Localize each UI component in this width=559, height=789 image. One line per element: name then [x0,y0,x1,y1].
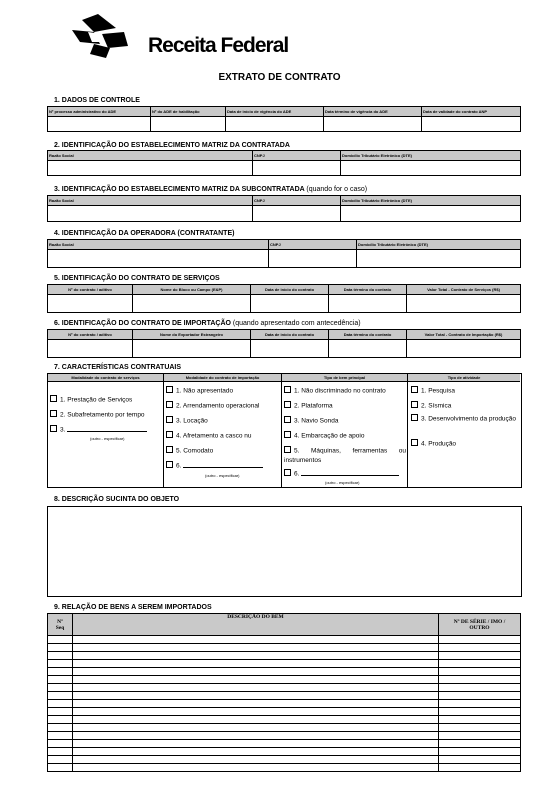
col-block-name: Nome do Bloco ou Campo (E&P) [133,285,251,295]
contractor-dte-field[interactable] [341,161,521,176]
column-divider [407,373,408,487]
description-cell[interactable] [73,708,439,716]
serial-cell[interactable] [439,700,521,708]
checkbox[interactable] [166,461,173,468]
other-specify-hint: (outro - especificar) [205,473,240,478]
col-ade-number: Nº do ADE de habilitação [151,107,226,117]
section-9-title: 9. RELAÇÃO DE BENS A SEREM IMPORTADOS [54,604,212,611]
operator-name-field[interactable] [48,250,269,268]
import-value-field[interactable] [407,340,521,358]
checkbox[interactable] [166,431,173,438]
ade-number-field[interactable] [151,117,226,132]
brand-name: Receita Federal [148,34,289,57]
table-row [48,764,521,772]
serial-cell[interactable] [439,748,521,756]
import-start-field[interactable] [251,340,329,358]
checkbox[interactable] [284,446,291,453]
checkbox[interactable] [284,431,291,438]
table-row [48,652,521,660]
seq-cell[interactable] [48,740,73,748]
serial-cell[interactable] [439,692,521,700]
checkbox[interactable] [50,410,57,417]
seq-cell[interactable] [48,676,73,684]
col-contract-value: Valor Total - Contrato de Importação (R$) [407,330,521,340]
option-seismic[interactable]: 2. Sísmica [411,401,451,410]
service-end-field[interactable] [329,295,407,313]
col-dte: Domicílio Tributário Eletrônico (DTE) [357,240,521,250]
other-specify-field[interactable] [67,431,147,432]
seq-cell[interactable] [48,652,73,660]
table-row [48,740,521,748]
col-contract-end: Data término do contrato [329,330,407,340]
control-data-table [47,106,521,132]
object-description-field[interactable] [47,506,522,597]
section-3-note: (quando for o caso) [306,186,368,193]
table-row [48,732,521,740]
checkbox[interactable] [166,416,173,423]
checkbox[interactable] [284,401,291,408]
col-seq: Nº Seq [48,614,73,636]
option-service-other[interactable]: 3. [50,425,147,434]
seq-cell[interactable] [48,716,73,724]
option-loan-for-use[interactable]: 5. Comodato [166,446,213,455]
table-row [48,724,521,732]
option-drillship[interactable]: 3. Navio Sonda [284,416,338,425]
col-process-number: Nº processo administrativo do ADE [48,107,151,117]
serial-cell[interactable] [439,708,521,716]
table-row [48,684,521,692]
col-import-modality: Modalidade do contrato de importação [164,374,282,382]
receita-federal-logo-icon [58,14,138,58]
ade-start-field[interactable] [226,117,324,132]
section-6-title: 6. IDENTIFICAÇÃO DO CONTRATO DE IMPORTAÇÃO (quando apresentado com antecedência) [54,320,361,327]
col-anp-validity: Data de validade do contrato ANP [422,107,521,117]
ade-end-field[interactable] [324,117,422,132]
section-3-title: 3. IDENTIFICAÇÃO DO ESTABELECIMENTO MATRIZ DA SUBCONTRATADA (quando for o caso) [54,186,368,193]
serial-cell[interactable] [439,764,521,772]
col-exporter-name: Nome do Exportador Estrangeiro [133,330,251,340]
table-row [48,708,521,716]
contractor-name-field[interactable] [48,161,253,176]
seq-cell[interactable] [48,700,73,708]
description-cell[interactable] [73,668,439,676]
description-cell[interactable] [73,740,439,748]
other-specify-hint: (outro - especificar) [90,436,125,441]
checkbox[interactable] [166,401,173,408]
serial-cell[interactable] [439,660,521,668]
description-cell[interactable] [73,756,439,764]
operator-table [47,239,521,268]
serial-cell[interactable] [439,716,521,724]
service-value-field[interactable] [407,295,521,313]
section-2-title: 2. IDENTIFICAÇÃO DO ESTABELECIMENTO MATRIZ DA CONTRATADA [54,142,290,149]
description-cell[interactable] [73,644,439,652]
operator-dte-field[interactable] [357,250,521,268]
checkbox[interactable] [50,425,57,432]
checkbox[interactable] [411,439,418,446]
seq-cell[interactable] [48,644,73,652]
description-cell[interactable] [73,716,439,724]
col-contract-end: Data término do contrato [329,285,407,295]
table-row [48,636,521,644]
column-divider [281,373,282,487]
checkbox[interactable] [166,446,173,453]
col-cnpj: CNPJ [253,196,341,206]
table-row [48,748,521,756]
description-cell[interactable] [73,652,439,660]
table-row [48,644,521,652]
contractor-cnpj-field[interactable] [253,161,341,176]
serial-cell[interactable] [439,724,521,732]
checkbox[interactable] [411,386,418,393]
items-table [47,613,521,772]
col-contract-number: Nº do contrato / aditivo [48,330,133,340]
seq-cell[interactable] [48,692,73,700]
description-cell[interactable] [73,636,439,644]
section-1-title: 1. DADOS DE CONTROLE [54,97,140,104]
table-row [48,676,521,684]
subcontractor-table [47,195,521,222]
col-service-modality: Modalidade do contrato de serviços [48,374,164,382]
service-contract-number-field[interactable] [48,295,133,313]
col-company-name: Razão Social [48,151,253,161]
subcontractor-dte-field[interactable] [341,206,521,222]
checkbox[interactable] [284,416,291,423]
serial-cell[interactable] [439,668,521,676]
table-row [48,756,521,764]
import-contract-number-field[interactable] [48,340,133,358]
table-row [48,668,521,676]
table-row [48,692,521,700]
option-rental[interactable]: 3. Locação [166,416,208,425]
col-company-name: Razão Social [48,196,253,206]
checkbox[interactable] [411,401,418,408]
table-row [48,700,521,708]
option-time-subcharter[interactable]: 2. Subafretamento por tempo [50,410,145,419]
table-row [48,660,521,668]
operator-cnpj-field[interactable] [269,250,357,268]
service-start-field[interactable] [251,295,329,313]
col-contract-start: Data de início do contrato [251,285,329,295]
seq-cell[interactable] [48,636,73,644]
option-production-development[interactable]: 3. Desenvolvimento da produção [411,414,517,424]
import-end-field[interactable] [329,340,407,358]
seq-cell[interactable] [48,660,73,668]
seq-cell[interactable] [48,756,73,764]
section-6-note: (quando apresentado com antecedência) [232,320,361,327]
option-not-presented[interactable]: 1. Não apresentado [166,386,233,395]
serial-cell[interactable] [439,652,521,660]
col-dte: Domicílio Tributário Eletrônico (DTE) [341,196,521,206]
other-specify-field[interactable] [301,475,399,476]
option-research[interactable]: 1. Pesquisa [411,386,455,395]
section-7-title: 7. CARACTERÍSTICAS CONTRATUAIS [54,364,182,371]
col-cnpj: CNPJ [253,151,341,161]
serial-cell[interactable] [439,732,521,740]
serial-cell[interactable] [439,644,521,652]
col-ade-start: Data de início de vigência do ADE [226,107,324,117]
exporter-name-field[interactable] [133,340,251,358]
anp-validity-field[interactable] [422,117,521,132]
description-cell[interactable] [73,700,439,708]
col-dte: Domicílio Tributário Eletrônico (DTE) [341,151,521,161]
document-title: EXTRATO DE CONTRATO [218,72,341,83]
col-contract-value: Valor Total - Contrato de Serviços (R$) [407,285,521,295]
seq-cell[interactable] [48,732,73,740]
serial-cell[interactable] [439,740,521,748]
col-cnpj: CNPJ [269,240,357,250]
import-contract-table [47,329,521,358]
section-4-title: 4. IDENTIFICAÇÃO DA OPERADORA (CONTRATANTE) [54,230,235,237]
col-company-name: Razão Social [48,240,269,250]
description-cell[interactable] [73,676,439,684]
seq-cell[interactable] [48,764,73,772]
subcontractor-name-field[interactable] [48,206,253,222]
col-ade-end: Data término de vigência do ADE [324,107,422,117]
option-platform[interactable]: 2. Plataforma [284,401,333,410]
seq-cell[interactable] [48,724,73,732]
serial-cell[interactable] [439,684,521,692]
checkbox[interactable] [50,395,57,402]
option-bareboat-charter[interactable]: 4. Afretamento a casco nu [166,431,252,440]
col-contract-start: Data de início do contrato [251,330,329,340]
checkbox[interactable] [166,386,173,393]
col-item-description: DESCRIÇÃO DO BEM [73,614,439,636]
contractor-table [47,150,521,176]
col-asset-type: Tipo de bem principal [282,374,408,382]
seq-cell[interactable] [48,748,73,756]
description-cell[interactable] [73,764,439,772]
checkbox[interactable] [411,414,418,421]
description-cell[interactable] [73,748,439,756]
checkbox[interactable] [284,386,291,393]
serial-cell[interactable] [439,756,521,764]
col-activity-type: Tipo de atividade [408,374,520,382]
description-cell[interactable] [73,692,439,700]
option-not-specified[interactable]: 1. Não discriminado no contrato [284,386,386,395]
service-contract-table [47,284,521,313]
col-contract-number: Nº do contrato / aditivo [48,285,133,295]
seq-cell[interactable] [48,684,73,692]
option-operating-lease[interactable]: 2. Arrendamento operacional [166,401,259,410]
seq-cell[interactable] [48,708,73,716]
table-row [48,716,521,724]
section-5-title: 5. IDENTIFICAÇÃO DO CONTRATO DE SERVIÇOS [54,275,220,282]
serial-cell[interactable] [439,676,521,684]
option-machines-tools[interactable]: 5. Máquinas, ferramentas ou instrumentos [284,447,406,464]
description-cell[interactable] [73,660,439,668]
column-divider [163,373,164,487]
option-support-vessel[interactable]: 4. Embarcação de apoio [284,431,364,440]
other-specify-field[interactable] [183,467,263,468]
process-number-field[interactable] [48,117,151,132]
block-name-field[interactable] [133,295,251,313]
option-service-provision[interactable]: 1. Prestação de Serviços [50,395,132,404]
description-cell[interactable] [73,684,439,692]
option-production[interactable]: 4. Produção [411,439,456,448]
col-serial-number: Nº DE SÉRIE / IMO / OUTRO [439,614,521,636]
serial-cell[interactable] [439,636,521,644]
description-cell[interactable] [73,732,439,740]
option-asset-other[interactable]: 6. [284,469,399,478]
description-cell[interactable] [73,724,439,732]
checkbox[interactable] [284,469,291,476]
section-8-title: 8. DESCRIÇÃO SUCINTA DO OBJETO [54,496,180,503]
other-specify-hint: (outro - especificar) [325,480,360,485]
subcontractor-cnpj-field[interactable] [253,206,341,222]
seq-cell[interactable] [48,668,73,676]
option-import-other[interactable]: 6. [166,461,263,470]
